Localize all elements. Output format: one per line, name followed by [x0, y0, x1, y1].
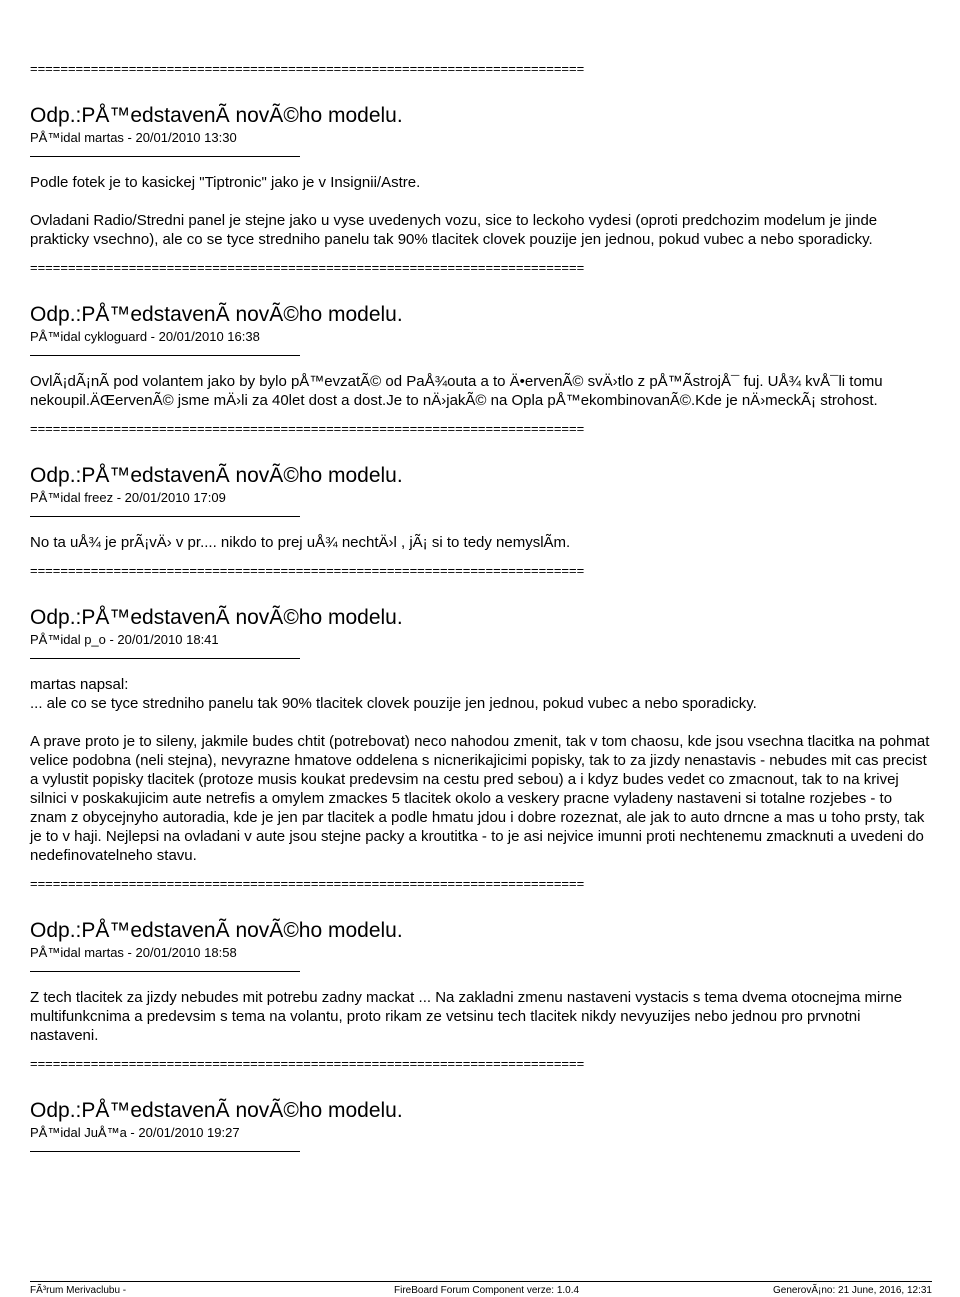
quoted-text: ... ale co se tyce stredniho panelu tak 90% tlacitek clovek pouzije jen jednou, pokud vubec a nebo sporadicky.: [30, 695, 757, 712]
separator: =========================================================================: [30, 62, 585, 76]
page-footer: [30, 1281, 932, 1296]
separator: =========================================================================: [30, 564, 585, 578]
post: [30, 303, 960, 410]
post-author-date: PÅ™idal martas - 20/01/2010 18:58: [30, 945, 237, 960]
post-body: [30, 533, 930, 552]
separator: =========================================================================: [30, 877, 585, 891]
post-author-date: PÅ™idal martas - 20/01/2010 13:30: [30, 130, 237, 145]
footer-site-name: FÃ³rum Merivaclubu -: [30, 1285, 127, 1296]
footer-component-version: FireBoard Forum Component verze: 1.0.4: [394, 1285, 580, 1296]
post-body: [30, 988, 930, 1045]
post-paragraph: A prave proto je to sileny, jakmile budes chtit (potrebovat) neco nahodou zmenit, tak v tom chaosu, kde jsou vsechna tlacitka na pohmat velice podobna (neli stejna), nevyrazne hmatove oddelena s nicnerikajicimi popisky, tak to za jizdy nenastavis - nebudes mit cas precist a vylustit popisky tlacitek (protoze musis koukat predevsim na cestu pred sebou) a i kdyz budes vedet co zmacnout, tak to na krivej silnici v poskakujicim aute netrefis a omylem zmackes 5 tlacitek okolo a veskery pracne vyladeny nastaveni si totalne rozjebes - to znam z obycejnyho autoradia, kde je jen par tlacitek a podle hmatu jdou i dobre rozeznat, ale jak to auto drncne a mas u toho prsty, tak je to v haji. Nejlepsi na ovladani v aute jsou stejne packy a kroutitka - to je asi nejvice imunni proti nechtenemu zmacknuti a uvedeni do nedefinovatelneho stavu.: [30, 733, 930, 864]
post-author-date: PÅ™idal freez - 20/01/2010 17:09: [30, 490, 226, 505]
post-paragraph: Podle fotek je to kasickej "Tiptronic" jako je v Insignii/Astre.: [30, 174, 421, 191]
post-line: nekoupil.ÄŒervenÃ© jsme mÄ›li za 40let dost a dost.Je to nÄ›jakÃ© na Opla pÅ™ekombinovanÃ©.Kde je nÄ›meckÃ¡ strohost.: [30, 392, 878, 409]
post: [30, 919, 960, 1045]
post-title: Odp.:PÅ™edstavenÃ novÃ©ho modelu.: [30, 303, 403, 326]
post-title: Odp.:PÅ™edstavenÃ novÃ©ho modelu.: [30, 464, 403, 487]
post: [30, 464, 960, 552]
post: [30, 606, 960, 865]
post-title: Odp.:PÅ™edstavenÃ novÃ©ho modelu.: [30, 919, 403, 942]
post: [30, 1099, 960, 1152]
separator: =========================================================================: [30, 1057, 585, 1071]
post-paragraph: No ta uÅ¾ je prÃ¡vÄ› v pr.... nikdo to prej uÅ¾ nechtÄ›l , jÃ¡ si to tedy nemyslÃm.: [30, 534, 571, 551]
post-body: [30, 173, 930, 249]
post: [30, 104, 960, 249]
post-author-date: PÅ™idal p_o - 20/01/2010 18:41: [30, 632, 219, 647]
post-title: Odp.:PÅ™edstavenÃ novÃ©ho modelu.: [30, 1099, 403, 1122]
post-rule: [30, 971, 300, 972]
post-rule: [30, 355, 300, 356]
post-author-date: PÅ™idal JuÅ™a - 20/01/2010 19:27: [30, 1125, 240, 1140]
post-title: Odp.:PÅ™edstavenÃ novÃ©ho modelu.: [30, 104, 403, 127]
post-paragraph: Ovladani Radio/Stredni panel je stejne jako u vyse uvedenych vozu, sice to leckoho vydesi (oproti predchozim modelum je jinde prakticky vsechno), ale co se tyce stredniho panelu tak 90% tlacitek clovek pouzije jen jednou, pokud vubec a nebo sporadicky.: [30, 212, 878, 248]
post-rule: [30, 516, 300, 517]
post-paragraph: Z tech tlacitek za jizdy nebudes mit potrebu zadny mackat ... Na zakladni zmenu nastaveni vystacis s tema dvema otocnejma mirne multifunkcnima a predevsim s tema na volantu, proto rikam ze vetsinu tech tlacitek nikdy nevyuzijes nebo jednou pro prvnotni nastaveni.: [30, 989, 903, 1044]
post-rule: [30, 658, 300, 659]
footer-generated-date: GenerovÃ¡no: 21 June, 2016, 12:31: [772, 1285, 932, 1296]
post-title: Odp.:PÅ™edstavenÃ novÃ©ho modelu.: [30, 606, 403, 629]
post-rule: [30, 1151, 300, 1152]
post-body: [30, 372, 960, 410]
post-rule: [30, 156, 300, 157]
quote-author: martas napsal:: [30, 676, 129, 693]
forum-thread: [30, 62, 960, 1152]
post-line: OvlÃ¡dÃ¡nÃ pod volantem jako by bylo pÅ™evzatÃ© od PaÅ¾outa a to Ä•ervenÃ© svÄ›tlo z pÅ™ÃstrojÅ¯ fuj. UÅ¾ kvÅ¯li tomu: [30, 373, 883, 390]
post-author-date: PÅ™idal cykloguard - 20/01/2010 16:38: [30, 329, 260, 344]
post-body: [30, 675, 930, 865]
separator: =========================================================================: [30, 422, 585, 436]
separator: =========================================================================: [30, 261, 585, 275]
